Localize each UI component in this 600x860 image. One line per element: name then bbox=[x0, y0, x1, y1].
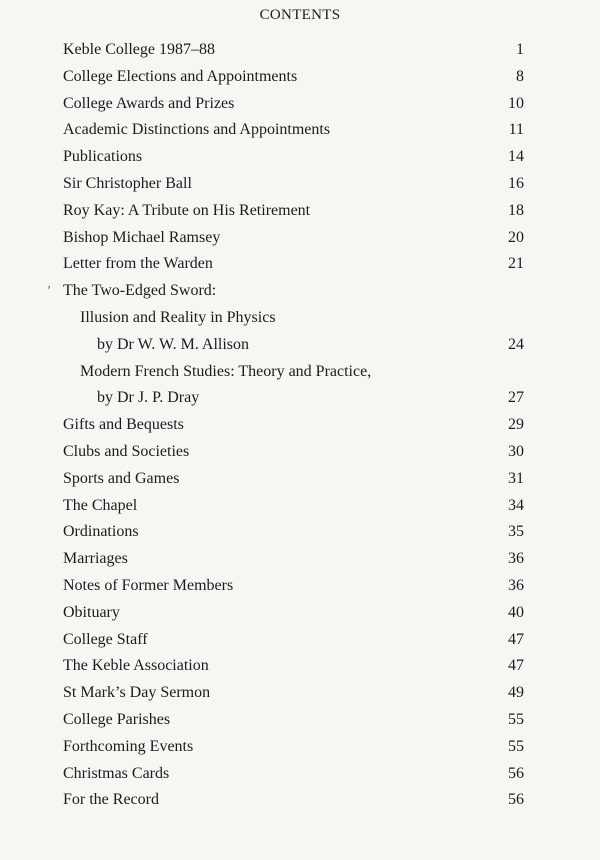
toc-entry-title: Publications bbox=[63, 148, 143, 166]
toc-entry bbox=[0, 439, 600, 466]
toc-entry bbox=[0, 278, 600, 305]
toc-entry bbox=[0, 493, 600, 520]
toc-entry-page-number: 31 bbox=[508, 469, 524, 487]
toc-entry-page-number: 20 bbox=[508, 228, 524, 246]
toc-entry-page-number: 56 bbox=[508, 764, 524, 782]
toc-entry bbox=[0, 734, 600, 761]
toc-entry-page-number: 1 bbox=[516, 41, 524, 58]
toc-entry-title: by Dr J. P. Dray bbox=[97, 389, 200, 407]
toc-entry-title: Christmas Cards bbox=[63, 764, 170, 782]
toc-entry-title: College Parishes bbox=[63, 710, 171, 728]
toc-entry bbox=[0, 144, 600, 171]
toc-entry-title: Roy Kay: A Tribute on His Retirement bbox=[63, 201, 311, 219]
toc-entry-page-number: 34 bbox=[508, 496, 524, 514]
toc-entry bbox=[0, 627, 600, 654]
toc-entry-page-number: 40 bbox=[508, 603, 524, 621]
toc-entry-title: College Elections and Appointments bbox=[63, 67, 298, 85]
toc-entry-title: College Awards and Prizes bbox=[63, 94, 235, 112]
toc-entry bbox=[0, 787, 600, 814]
toc-entry-page-number: 36 bbox=[508, 550, 524, 568]
table-of-contents bbox=[0, 37, 600, 814]
toc-entry-title: Keble College 1987–88 bbox=[63, 41, 215, 58]
toc-entry-title: Modern French Studies: Theory and Practice, bbox=[80, 362, 372, 380]
toc-entry-title: Letter from the Warden bbox=[63, 255, 213, 273]
toc-entry bbox=[0, 37, 600, 64]
toc-entry bbox=[0, 519, 600, 546]
toc-entry-page-number: 55 bbox=[508, 737, 524, 755]
toc-entry bbox=[0, 573, 600, 600]
toc-entry-page-number: 47 bbox=[508, 630, 524, 648]
toc-entry-title: College Staff bbox=[63, 630, 148, 648]
toc-entry bbox=[0, 707, 600, 734]
toc-entry-title: Gifts and Bequests bbox=[63, 416, 184, 434]
toc-entry bbox=[0, 680, 600, 707]
toc-entry-page-number: 56 bbox=[508, 791, 524, 809]
toc-entry-page-number: 30 bbox=[508, 442, 524, 460]
page-title: CONTENTS bbox=[259, 7, 341, 23]
toc-entry-title: The Keble Association bbox=[63, 657, 209, 675]
toc-entry-title: Clubs and Societies bbox=[63, 442, 190, 460]
toc-entry-page-number: 18 bbox=[508, 201, 524, 219]
toc-entry-title: Sports and Games bbox=[63, 469, 180, 487]
toc-entry-page-number: 27 bbox=[508, 389, 524, 407]
toc-entry-page-number: 14 bbox=[508, 148, 524, 166]
toc-entry bbox=[0, 117, 600, 144]
toc-entry-title: Ordinations bbox=[63, 523, 139, 541]
toc-entry bbox=[0, 332, 600, 359]
toc-entry bbox=[0, 64, 600, 91]
toc-entry-page-number: 36 bbox=[508, 576, 524, 594]
toc-entry-title: Marriages bbox=[63, 550, 128, 568]
toc-entry bbox=[0, 412, 600, 439]
toc-entry bbox=[0, 198, 600, 225]
toc-entry bbox=[0, 761, 600, 788]
toc-entry bbox=[0, 385, 600, 412]
toc-entry-page-number: 55 bbox=[508, 710, 524, 728]
toc-entry bbox=[0, 251, 600, 278]
toc-entry-title: Bishop Michael Ramsey bbox=[63, 228, 221, 246]
toc-entry bbox=[0, 91, 600, 118]
toc-entry-title: Obituary bbox=[63, 603, 120, 621]
toc-entry bbox=[0, 466, 600, 493]
toc-entry bbox=[0, 600, 600, 627]
toc-entry-title: Notes of Former Members bbox=[63, 576, 234, 594]
toc-entry-title: The Two-Edged Sword: bbox=[63, 282, 217, 300]
toc-entry-page-number: 8 bbox=[516, 67, 524, 85]
toc-entry-page-number: 10 bbox=[508, 94, 524, 112]
toc-entry bbox=[0, 546, 600, 573]
toc-entry-title: For the Record bbox=[63, 791, 159, 809]
toc-entry-page-number: 29 bbox=[508, 416, 524, 434]
toc-entry-page-number: 49 bbox=[508, 684, 524, 702]
margin-mark: ʼ bbox=[47, 283, 51, 297]
toc-entry bbox=[0, 653, 600, 680]
toc-entry bbox=[0, 359, 600, 386]
toc-entry-title: Illusion and Reality in Physics bbox=[80, 308, 276, 326]
toc-entry-title: Sir Christopher Ball bbox=[63, 174, 192, 192]
toc-entry-page-number: 21 bbox=[508, 255, 524, 273]
toc-entry bbox=[0, 305, 600, 332]
toc-entry-page-number: 47 bbox=[508, 657, 524, 675]
toc-entry-title: The Chapel bbox=[63, 496, 138, 514]
toc-entry-page-number: 11 bbox=[508, 121, 524, 139]
toc-entry-page-number: 24 bbox=[508, 335, 524, 353]
toc-entry-title: Forthcoming Events bbox=[63, 737, 194, 755]
toc-entry-page-number: 16 bbox=[508, 174, 524, 192]
toc-entry-title: Academic Distinctions and Appointments bbox=[63, 121, 331, 139]
toc-entry-title: by Dr W. W. M. Allison bbox=[97, 335, 250, 353]
toc-entry-page-number: 35 bbox=[508, 523, 524, 541]
toc-entry bbox=[0, 171, 600, 198]
toc-entry bbox=[0, 225, 600, 252]
toc-entry-title: St Mark’s Day Sermon bbox=[63, 684, 211, 702]
